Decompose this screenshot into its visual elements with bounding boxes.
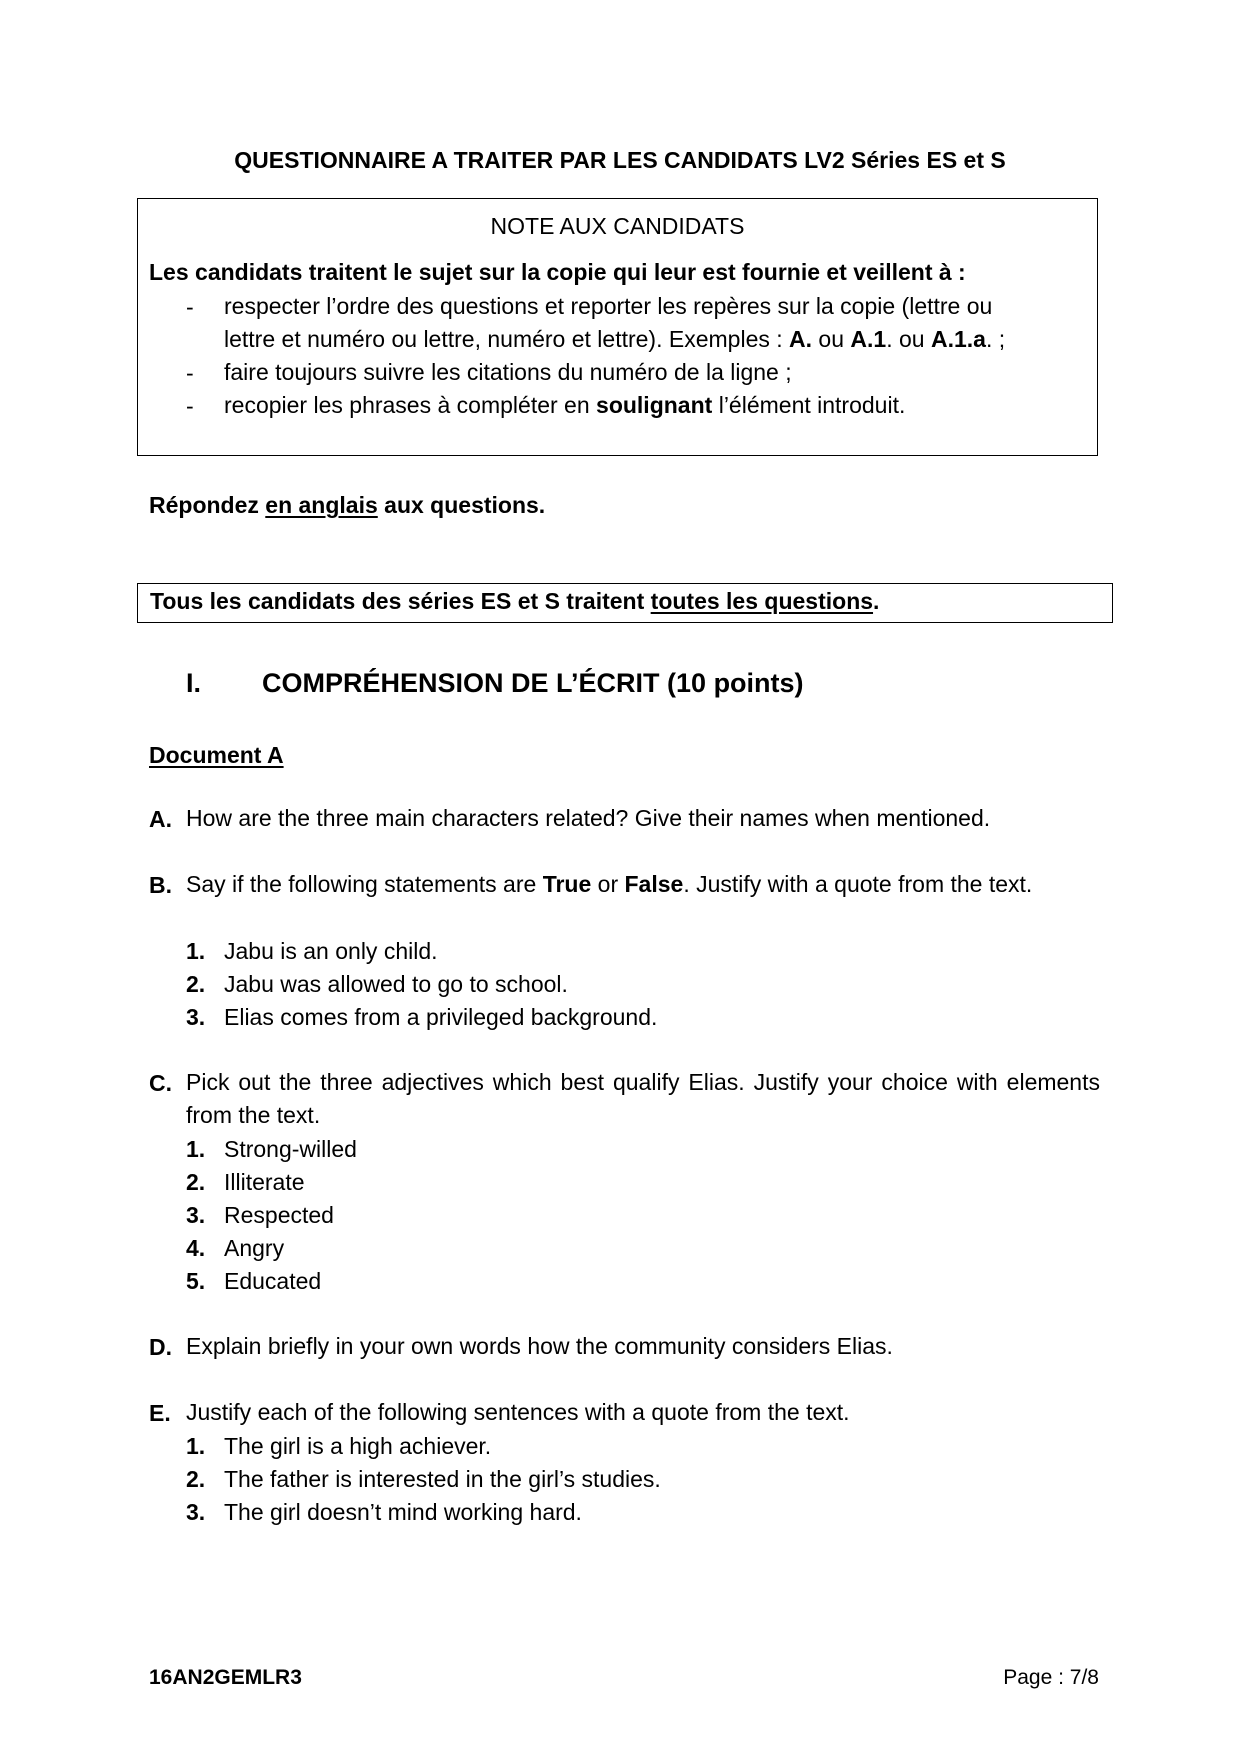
list-item: Angry: [224, 1235, 285, 1261]
list-item: Respected: [224, 1202, 334, 1228]
question-d-text: Explain briefly in your own words how the community considers Elias.: [186, 1333, 893, 1359]
list-item: Jabu was allowed to go to school.: [224, 971, 568, 997]
note-bullet-1: [224, 290, 1089, 356]
list-item-number: 2.: [186, 1466, 206, 1492]
bullet-dash: -: [186, 294, 194, 320]
list-item: Elias comes from a privileged background.: [224, 1004, 658, 1030]
footer-code: 16AN2GEMLR3: [149, 1666, 302, 1689]
lead-post: aux questions.: [377, 492, 546, 518]
note-bullet-3-post: l’élément introduit.: [712, 392, 906, 418]
list-item: Illiterate: [224, 1169, 305, 1195]
note-bullet-2: faire toujours suivre les citations du numéro de la ligne ;: [224, 359, 792, 385]
note-bullet-3: [224, 389, 1089, 422]
document-label: Document A: [149, 742, 284, 768]
ou-text: . ou: [886, 326, 931, 352]
list-item-number: 3.: [186, 1004, 206, 1030]
example-a1: A.1: [850, 326, 887, 352]
lead-underlined: en anglais: [265, 492, 378, 518]
section-title: COMPRÉHENSION DE L’ÉCRIT (10 points): [262, 668, 804, 698]
list-item-number: 2.: [186, 971, 206, 997]
list-item: The girl doesn’t mind working hard.: [224, 1499, 582, 1525]
list-item: Strong-willed: [224, 1136, 357, 1162]
note-bullet-1-end: . ;: [985, 326, 1006, 352]
note-intro: Les candidats traitent le sujet sur la copie qui leur est fournie et veillent à :: [149, 259, 966, 285]
false-word: False: [624, 871, 684, 897]
list-item: The father is interested in the girl’s studies.: [224, 1466, 661, 1492]
all-questions-box: [137, 583, 1113, 623]
true-word: True: [542, 871, 592, 897]
question-b-pre: Say if the following statements are: [186, 871, 543, 897]
bullet-dash: -: [186, 393, 194, 419]
list-item-number: 3.: [186, 1499, 206, 1525]
note-bullet-1-line1: respecter l’ordre des questions et reporter les repères sur la copie (lettre ou: [224, 293, 993, 319]
list-item-number: 3.: [186, 1202, 206, 1228]
or-word: or: [591, 871, 625, 897]
all-pre: Tous les candidats des séries ES et S traitent: [150, 588, 651, 614]
page-number: Page : 7/8: [1003, 1666, 1099, 1689]
question-c-letter: C.: [149, 1070, 172, 1096]
example-a: A.: [789, 326, 813, 352]
list-item-number: 1.: [186, 1433, 206, 1459]
example-a1a: A.1.a: [930, 326, 986, 352]
question-e-letter: E.: [149, 1400, 171, 1426]
question-e-text: Justify each of the following sentences with a quote from the text.: [186, 1399, 850, 1425]
all-underlined: toutes les questions: [650, 588, 874, 614]
all-post: .: [873, 588, 880, 614]
list-item: The girl is a high achiever.: [224, 1433, 492, 1459]
list-item-number: 1.: [186, 1136, 206, 1162]
note-bullet-3-pre: recopier les phrases à compléter en: [224, 392, 597, 418]
question-c-text: Pick out the three adjectives which best qualify Elias. Justify your choice with elements from the text.: [186, 1069, 1100, 1128]
list-item-number: 5.: [186, 1268, 206, 1294]
note-bullet-1-line2: lettre et numéro ou lettre, numéro et lettre). Exemples :: [224, 326, 790, 352]
question-a-letter: A.: [149, 806, 172, 832]
question-d-letter: D.: [149, 1334, 172, 1360]
page-title: QUESTIONNAIRE A TRAITER PAR LES CANDIDATS LV2 Séries ES et S: [234, 147, 1006, 173]
note-heading: NOTE AUX CANDIDATS: [490, 213, 745, 239]
note-bullet-3-bold: soulignant: [596, 392, 713, 418]
list-item-number: 1.: [186, 938, 206, 964]
question-b-post: . Justify with a quote from the text.: [683, 871, 1033, 897]
question-b-text: [186, 868, 1100, 901]
instruction-lead: [149, 492, 545, 519]
question-b-letter: B.: [149, 872, 172, 898]
list-item: Jabu is an only child.: [224, 938, 438, 964]
ou-text: ou: [812, 326, 851, 352]
list-item: Educated: [224, 1268, 322, 1294]
note-box: [137, 198, 1098, 456]
lead-pre: Répondez: [149, 492, 266, 518]
section-number: I.: [186, 668, 202, 698]
bullet-dash: -: [186, 360, 194, 386]
list-item-number: 2.: [186, 1169, 206, 1195]
list-item-number: 4.: [186, 1235, 206, 1261]
question-a-text: How are the three main characters related? Give their names when mentioned.: [186, 805, 991, 831]
